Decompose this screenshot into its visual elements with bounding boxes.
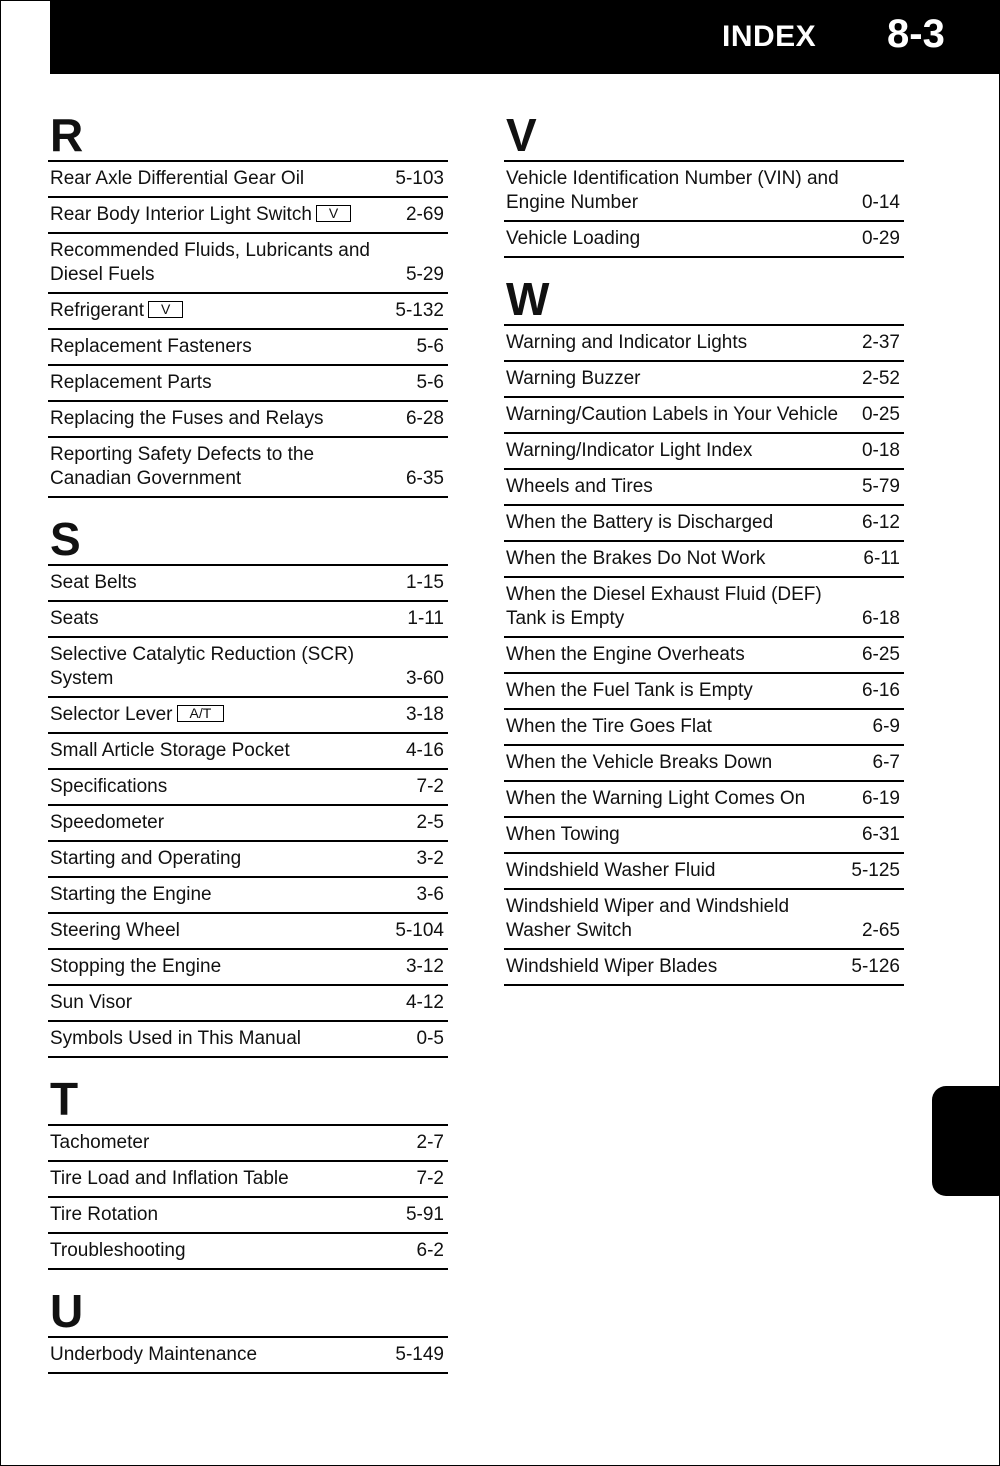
index-entry[interactable] xyxy=(504,746,904,782)
entry-label: When the Brakes Do Not Work xyxy=(506,548,766,569)
entry-label: Warning and Indicator Lights xyxy=(506,332,748,353)
entry-label: Seat Belts xyxy=(50,572,137,593)
entry-text xyxy=(506,227,862,251)
entry-text xyxy=(506,823,862,847)
entry-text xyxy=(50,1027,417,1051)
entry-text xyxy=(50,443,406,491)
index-entry[interactable] xyxy=(48,1198,448,1234)
entry-text xyxy=(50,571,406,595)
entry-page-number[interactable]: 5-79 xyxy=(861,476,900,497)
index-entry[interactable] xyxy=(504,398,904,434)
entry-text xyxy=(506,787,862,811)
entry-page-number[interactable]: 6-11 xyxy=(863,548,900,569)
entry-text xyxy=(50,703,406,727)
entry-text xyxy=(50,607,407,631)
entry-page-number[interactable]: 6-28 xyxy=(405,408,444,429)
entry-label: Warning Buzzer xyxy=(506,368,641,389)
entry-page-number[interactable]: 3-60 xyxy=(405,668,444,689)
header-bar xyxy=(50,0,1000,74)
entry-page-number[interactable]: 1-11 xyxy=(407,608,444,629)
section-letter: U xyxy=(48,1286,448,1338)
index-entry[interactable] xyxy=(504,854,904,890)
entry-label: Replacement Parts xyxy=(50,372,212,393)
index-entry[interactable] xyxy=(504,578,904,638)
entry-page-number[interactable]: 6-12 xyxy=(861,512,900,533)
index-entry[interactable] xyxy=(48,1126,448,1162)
entry-text xyxy=(50,883,417,907)
entry-text xyxy=(506,679,862,703)
entry-page-number[interactable]: 2-52 xyxy=(861,368,900,389)
entry-label: When the Diesel Exhaust Fluid (DEF) Tank is Empty xyxy=(506,584,822,629)
index-entry[interactable] xyxy=(504,362,904,398)
index-entry[interactable] xyxy=(48,734,448,770)
entry-label: When the Tire Goes Flat xyxy=(506,716,712,737)
entry-text xyxy=(506,547,863,571)
entry-label: Windshield Wiper and Windshield Washer Switch xyxy=(506,896,790,941)
model-badge: V xyxy=(316,205,351,222)
index-entry[interactable] xyxy=(48,842,448,878)
entry-text xyxy=(506,403,862,427)
entry-text xyxy=(50,203,406,227)
entry-text xyxy=(506,439,862,463)
entry-text xyxy=(506,511,862,535)
entry-text xyxy=(506,859,851,883)
entry-label: Seats xyxy=(50,608,99,629)
entry-label: Tire Rotation xyxy=(50,1204,159,1225)
entry-text xyxy=(506,167,862,215)
index-entry[interactable] xyxy=(504,542,904,578)
entry-page-number[interactable]: 0-18 xyxy=(861,440,900,461)
entry-page-number[interactable]: 6-35 xyxy=(405,468,444,489)
entry-page-number[interactable]: 7-2 xyxy=(416,1168,444,1189)
entry-label: Stopping the Engine xyxy=(50,956,222,977)
index-entry[interactable] xyxy=(48,698,448,734)
entry-label: Vehicle Identification Number (VIN) and Engine Number xyxy=(506,168,839,213)
entry-label: Small Article Storage Pocket xyxy=(50,740,290,761)
entry-page-number[interactable]: 6-19 xyxy=(861,788,900,809)
entry-text xyxy=(50,1343,395,1367)
entry-text xyxy=(506,583,862,631)
entry-label: When the Vehicle Breaks Down xyxy=(506,752,773,773)
index-section-w xyxy=(504,274,904,986)
index-entry[interactable] xyxy=(48,986,448,1022)
entry-label: Speedometer xyxy=(50,812,165,833)
index-entry[interactable] xyxy=(504,470,904,506)
index-entry[interactable] xyxy=(48,1022,448,1058)
entry-text xyxy=(50,167,395,191)
index-entry[interactable] xyxy=(48,198,448,234)
entry-page-number[interactable]: 5-104 xyxy=(395,920,444,941)
entry-page-number[interactable]: 5-6 xyxy=(416,336,444,357)
entry-page-number[interactable]: 4-12 xyxy=(405,992,444,1013)
entry-label: Starting the Engine xyxy=(50,884,212,905)
index-entry[interactable] xyxy=(48,1162,448,1198)
entry-page-number[interactable]: 3-6 xyxy=(416,884,444,905)
entry-text xyxy=(50,299,395,323)
index-entry[interactable] xyxy=(504,162,904,222)
index-entry[interactable] xyxy=(48,566,448,602)
section-letter: T xyxy=(48,1074,448,1126)
index-entry[interactable] xyxy=(48,950,448,986)
entry-text xyxy=(50,1131,417,1155)
entry-page-number[interactable]: 5-149 xyxy=(395,1344,444,1365)
entry-text xyxy=(506,715,873,739)
index-entry[interactable] xyxy=(48,234,448,294)
entry-page-number[interactable]: 6-2 xyxy=(416,1240,444,1261)
index-section-u xyxy=(48,1286,448,1374)
entry-page-number[interactable]: 5-126 xyxy=(851,956,900,977)
entry-label: When the Fuel Tank is Empty xyxy=(506,680,753,701)
model-badge: A/T xyxy=(177,705,225,722)
index-entry[interactable] xyxy=(504,222,904,258)
entry-label: Recommended Fluids, Lubricants and Diesel Fuels xyxy=(50,240,371,285)
index-entry[interactable] xyxy=(504,710,904,746)
entry-text xyxy=(50,1239,417,1263)
page-title: INDEX xyxy=(722,20,817,53)
entry-label: Warning/Caution Labels in Your Vehicle xyxy=(506,404,839,425)
index-entry[interactable] xyxy=(504,950,904,986)
entry-page-number[interactable]: 5-125 xyxy=(851,860,900,881)
entry-page-number[interactable]: 0-25 xyxy=(861,404,900,425)
entry-page-number[interactable]: 3-18 xyxy=(405,704,444,725)
entry-label: Warning/Indicator Light Index xyxy=(506,440,753,461)
entry-page-number[interactable]: 2-5 xyxy=(416,812,444,833)
index-entry[interactable] xyxy=(48,294,448,330)
index-entry[interactable] xyxy=(504,638,904,674)
model-badge: V xyxy=(148,301,183,318)
index-entry[interactable] xyxy=(48,638,448,698)
entry-page-number[interactable]: 1-15 xyxy=(405,572,444,593)
entry-label: Tire Load and Inflation Table xyxy=(50,1168,289,1189)
section-letter: V xyxy=(504,110,904,162)
section-letter: R xyxy=(48,110,448,162)
entry-text xyxy=(50,407,406,431)
index-entry[interactable] xyxy=(48,438,448,498)
entry-text xyxy=(50,335,417,359)
section-letter: W xyxy=(504,274,904,326)
entry-page-number[interactable]: 7-2 xyxy=(416,776,444,797)
entry-page-number[interactable]: 6-16 xyxy=(861,680,900,701)
entry-page-number[interactable]: 6-7 xyxy=(872,752,900,773)
entry-page-number[interactable]: 5-91 xyxy=(405,1204,444,1225)
entry-label: Tachometer xyxy=(50,1132,150,1153)
entry-page-number[interactable]: 6-31 xyxy=(861,824,900,845)
entry-label: Rear Body Interior Light Switch xyxy=(50,204,312,225)
entry-page-number[interactable]: 2-69 xyxy=(405,204,444,225)
entry-page-number[interactable]: 0-29 xyxy=(861,228,900,249)
entry-label: Refrigerant xyxy=(50,300,144,321)
entry-page-number[interactable]: 4-16 xyxy=(405,740,444,761)
entry-text xyxy=(506,955,851,979)
index-entry[interactable] xyxy=(504,818,904,854)
entry-label: Starting and Operating xyxy=(50,848,242,869)
entry-label: When the Warning Light Comes On xyxy=(506,788,806,809)
index-entry[interactable] xyxy=(48,402,448,438)
index-entry[interactable] xyxy=(504,890,904,950)
index-entry[interactable] xyxy=(48,330,448,366)
entry-text xyxy=(50,919,395,943)
entry-text xyxy=(50,847,417,871)
entry-label: Rear Axle Differential Gear Oil xyxy=(50,168,305,189)
entry-page-number[interactable]: 6-18 xyxy=(861,608,900,629)
entry-label: Selective Catalytic Reduction (SCR) System xyxy=(50,644,355,689)
entry-text xyxy=(50,643,406,691)
entry-label: Sun Visor xyxy=(50,992,133,1013)
index-entry[interactable] xyxy=(48,914,448,950)
entry-label: Underbody Maintenance xyxy=(50,1344,258,1365)
entry-text xyxy=(50,239,406,287)
entry-text xyxy=(506,367,862,391)
index-section-v xyxy=(504,110,904,258)
index-entry[interactable] xyxy=(48,602,448,638)
entry-page-number[interactable]: 5-103 xyxy=(395,168,444,189)
entry-label: When the Battery is Discharged xyxy=(506,512,774,533)
entry-text xyxy=(506,895,862,943)
entry-text xyxy=(50,739,406,763)
entry-page-number[interactable]: 2-65 xyxy=(861,920,900,941)
entry-text xyxy=(50,775,417,799)
chapter-thumb-tab xyxy=(932,1086,1000,1196)
entry-text xyxy=(50,371,417,395)
entry-page-number[interactable]: 5-6 xyxy=(416,372,444,393)
entry-text xyxy=(50,1203,406,1227)
index-entry[interactable] xyxy=(48,770,448,806)
index-section-s xyxy=(48,514,448,1058)
index-section-t xyxy=(48,1074,448,1270)
entry-text xyxy=(506,331,862,355)
entry-page-number[interactable]: 2-37 xyxy=(861,332,900,353)
entry-page-number[interactable]: 0-14 xyxy=(861,192,900,213)
entry-label: Windshield Washer Fluid xyxy=(506,860,716,881)
entry-page-number[interactable]: 5-132 xyxy=(395,300,444,321)
entry-label: Replacing the Fuses and Relays xyxy=(50,408,324,429)
entry-text xyxy=(50,991,406,1015)
entry-page-number[interactable]: 0-5 xyxy=(416,1028,444,1049)
entry-text xyxy=(50,1167,417,1191)
entry-label: Vehicle Loading xyxy=(506,228,641,249)
index-entry[interactable] xyxy=(504,506,904,542)
entry-label: Troubleshooting xyxy=(50,1240,186,1261)
entry-label: Specifications xyxy=(50,776,168,797)
entry-page-number[interactable]: 3-2 xyxy=(416,848,444,869)
section-letter: S xyxy=(48,514,448,566)
entry-label: Symbols Used in This Manual xyxy=(50,1028,301,1049)
entry-label: Wheels and Tires xyxy=(506,476,653,497)
index-entry[interactable] xyxy=(48,878,448,914)
index-entry[interactable] xyxy=(504,326,904,362)
entry-text xyxy=(506,643,862,667)
index-section-r xyxy=(48,110,448,498)
entry-text xyxy=(506,475,862,499)
entry-page-number[interactable]: 5-29 xyxy=(405,264,444,285)
index-entry[interactable] xyxy=(504,782,904,818)
index-column-left xyxy=(48,110,448,1390)
entry-page-number[interactable]: 6-25 xyxy=(861,644,900,665)
entry-page-number[interactable]: 2-7 xyxy=(416,1132,444,1153)
entry-text xyxy=(506,751,873,775)
chapter-number: 8-3 xyxy=(887,12,945,56)
entry-label: Steering Wheel xyxy=(50,920,180,941)
index-entry[interactable] xyxy=(48,1234,448,1270)
entry-text xyxy=(50,955,406,979)
index-column-right xyxy=(504,110,904,1002)
entry-label: Selector Lever xyxy=(50,704,173,725)
entry-label: Replacement Fasteners xyxy=(50,336,252,357)
index-entry[interactable] xyxy=(48,1338,448,1374)
index-entry[interactable] xyxy=(504,434,904,470)
index-entry[interactable] xyxy=(48,806,448,842)
index-entry[interactable] xyxy=(48,162,448,198)
entry-label: Reporting Safety Defects to the Canadian Government xyxy=(50,444,315,489)
entry-text xyxy=(50,811,417,835)
entry-page-number[interactable]: 6-9 xyxy=(872,716,900,737)
entry-label: When the Engine Overheats xyxy=(506,644,745,665)
entry-page-number[interactable]: 3-12 xyxy=(405,956,444,977)
entry-label: Windshield Wiper Blades xyxy=(506,956,718,977)
entry-label: When Towing xyxy=(506,824,620,845)
index-entry[interactable] xyxy=(504,674,904,710)
index-entry[interactable] xyxy=(48,366,448,402)
